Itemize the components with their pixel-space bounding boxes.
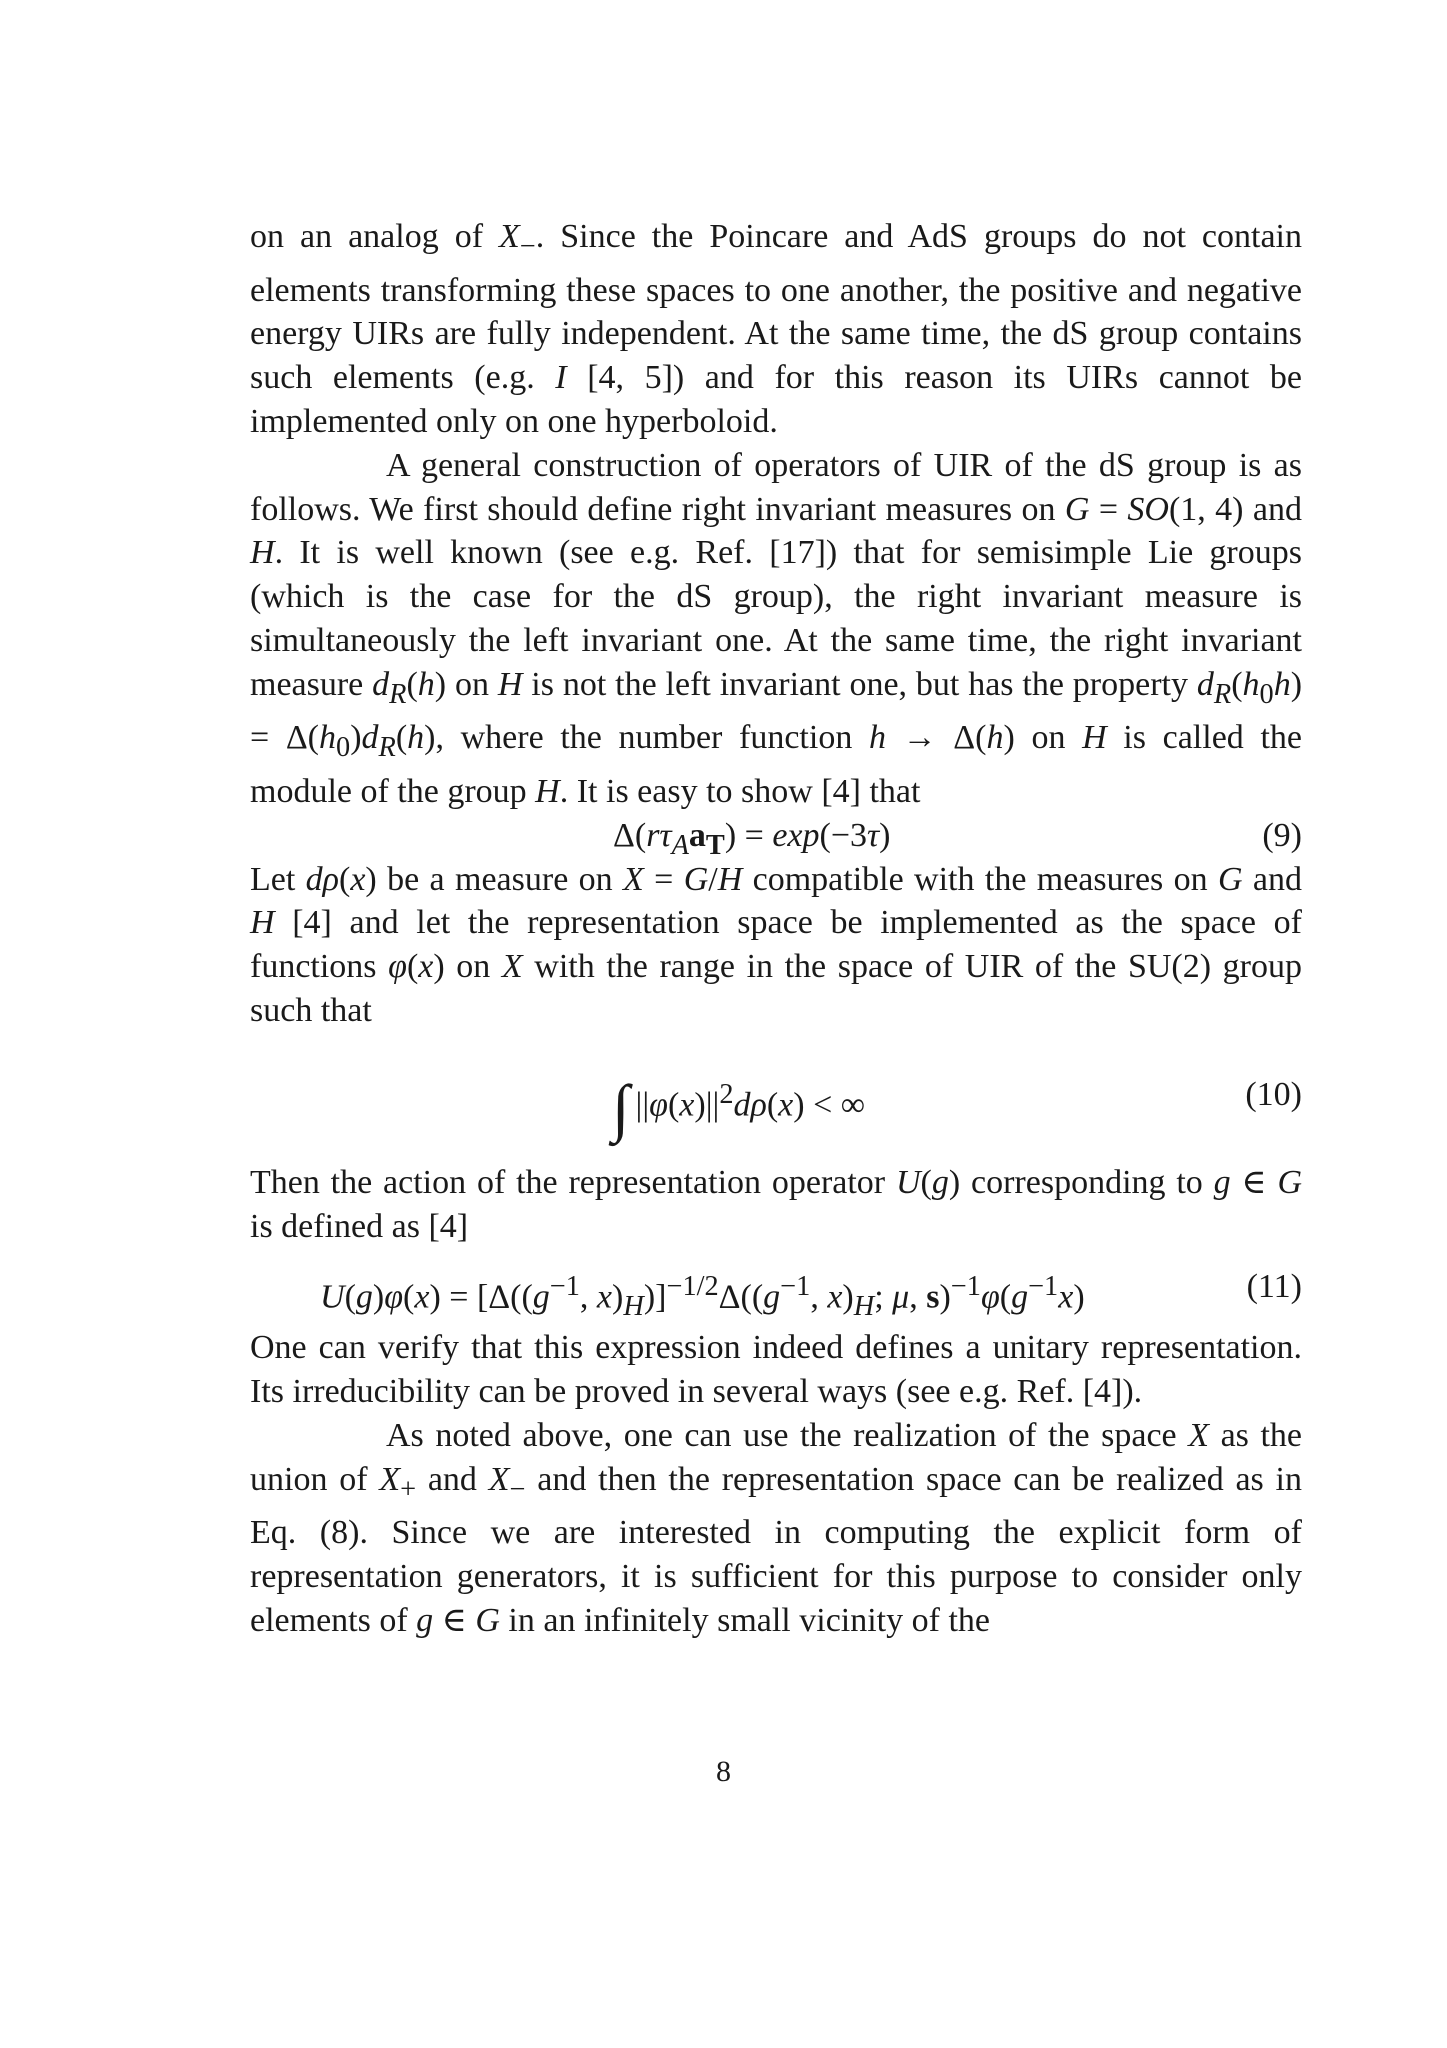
paragraph-5: One can verify that this expression indeed defines a unitary representation. Its irreducibility can be proved in several ways (see e.g. Ref. [4]). bbox=[250, 1329, 1302, 1411]
page-number: 8 bbox=[716, 1755, 731, 1788]
equation-10-expression: ∫ $||\varphi(x)||^2d\rho(x)$ < ∞ bbox=[612, 1072, 865, 1144]
paragraph-6: As noted above, one can use the realization of the space X as the union of $X_+$ and $X_-$ and then the representation space can be realized as in Eq. (8). Since we are interested in computing the explicit form of representation generators, it is sufficient for this purpose to consider only elements of g ∈ G in an infinitely small vicinity of the bbox=[250, 1416, 1302, 1639]
body-text bbox=[250, 215, 1302, 1643]
paragraph-2: A general construction of operators of UIR of the dS group is as follows. We first should define right invariant measures on G = SO(1, 4) and H. It is well known (see e.g. Ref. [17]) that for semisimple Lie groups (which is the case for the dS group), the right invariant measure is simultaneously the left invariant one. At the same time, the right invariant measure $d_R(h)$ on H is not the left invariant one, but has the property $d_R(h_0h) = \Delta(h_0)d_R(h)$, where the number function h → Δ(h) on H is called the module of the group H. It is easy to show [4] that bbox=[250, 446, 1303, 810]
equation-11 bbox=[250, 1248, 1302, 1326]
integral-sign: ∫ bbox=[612, 1072, 630, 1144]
equation-10 bbox=[250, 1033, 1302, 1161]
paragraph-4: Then the action of the representation operator U(g) corresponding to g ∈ G is defined as [4] bbox=[250, 1163, 1302, 1245]
equation-10-number: (10) bbox=[1245, 1075, 1302, 1113]
equation-9 bbox=[250, 814, 1302, 861]
equation-9-expression: $\Delta(r\tau_Aa_T) = \exp(-3\tau)$ bbox=[613, 816, 891, 861]
equation-11-expression: $U(g)\varphi(x) = [\Delta((g^{-1}$, $x)_H)]^{-1/2}\Delta((g^{-1}$, $x)_H$; μ, $s)^{-1}\varphi(g^{-1}x)$ bbox=[320, 1271, 1085, 1323]
paragraph-1: on an analog of $X_-$. Since the Poincare and AdS groups do not contain elements transforming these spaces to one another, the positive and negative energy UIRs are fully independent. At the same time, the dS group contains such elements (e.g. I [4, 5]) and for this reason its UIRs cannot be implemented only on one hyperboloid. bbox=[250, 218, 1302, 440]
equation-9-number: (9) bbox=[1262, 816, 1302, 854]
paragraph-3: Let dρ(x) be a measure on X = G/H compatible with the measures on G and H [4] and let the representation space be implemented as the space of functions φ(x) on X with the range in the space of UIR of the SU(2) group such that bbox=[250, 860, 1303, 1029]
equation-11-number: (11) bbox=[1246, 1268, 1302, 1306]
